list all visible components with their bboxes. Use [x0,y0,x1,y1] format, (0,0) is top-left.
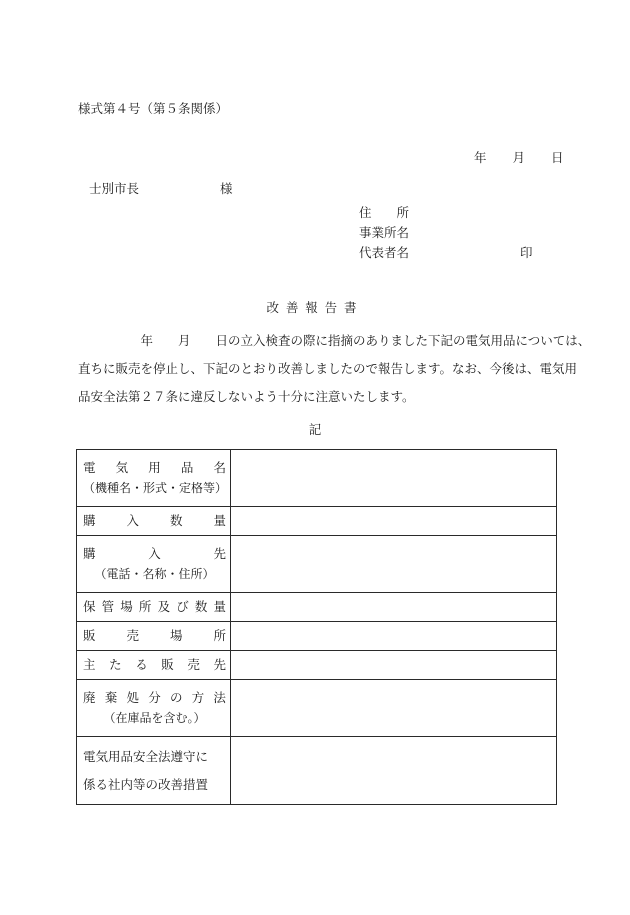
applicant-representative-label: 代表者名 [359,245,410,260]
date-year-label: 年 [474,150,487,165]
row-value-field[interactable] [231,651,557,680]
row-label-line: 電気用品安全法遵守に [83,748,209,764]
document-title: 改善報告書 [266,300,364,315]
row-label-char: た [109,657,122,672]
date-line [474,148,564,166]
row-value-field[interactable] [231,536,557,593]
applicant-address-row [359,203,533,223]
ki-mark: 記 [308,422,322,437]
row-label-char: る [135,657,148,672]
row-label-char: 販 [161,657,174,672]
row-label-cell [77,507,231,536]
row-label-char: 先 [213,546,226,561]
row-label-cell [77,593,231,622]
row-label-char: 名 [213,460,226,475]
row-label [83,511,226,531]
row-label-char: 購 [83,546,96,561]
row-label-cell [77,450,231,507]
row-label-char: 量 [213,599,226,614]
row-label-char: 場 [169,628,183,643]
row-label [83,597,226,617]
row-label-sub: （電話・名称・住所） [94,567,215,581]
row-label-char: 品 [180,460,194,475]
row-label-cell [77,680,231,737]
row-label-char: 所 [138,599,152,614]
row-label-char: 購 [83,513,96,528]
row-label-char: 分 [148,690,161,705]
row-value-field[interactable] [231,450,557,507]
row-label [83,544,226,564]
applicant-representative-row [359,243,533,263]
row-label [83,688,226,708]
row-label-cell [77,651,231,680]
row-label-char: 入 [148,546,161,561]
row-label-char: 管 [101,599,115,614]
table-row [77,622,557,651]
row-label-char: 保 [83,599,96,614]
date-day-label: 日 [551,150,564,165]
row-label-cell [77,536,231,593]
table-row [77,536,557,593]
row-label-char: 主 [83,657,96,672]
body-line-3: 品安全法第２７条に違反しないよう十分に注意いたします。 [78,389,415,404]
body-paragraph [78,327,591,411]
row-label-char: 方 [191,690,205,705]
row-label [83,458,226,478]
row-label-char: の [169,690,183,705]
row-value-field[interactable] [231,622,557,651]
row-label-char: 法 [213,690,226,705]
items-table [76,449,557,805]
row-label-char: 販 [83,628,96,643]
body-line-2: 直ちに販売を停止し、下記のとおり改善しましたので報告します。なお、今後は、電気用 [78,361,578,376]
row-label-line: 係る社内等の改善措置 [83,776,209,792]
row-value-field[interactable] [231,680,557,737]
table-row [77,450,557,507]
applicant-address-label: 住 所 [359,205,410,220]
row-label-char: 処 [126,690,139,705]
row-value-field[interactable] [231,737,557,805]
body-line-1: 年 月 日の立入検査の際に指摘のありました下記の電気用品については、 [78,333,591,348]
row-label-sub: （機種名・形式・定格等） [83,481,228,495]
row-label-char: 及 [157,599,171,614]
applicant-block [359,203,533,263]
table-row [77,680,557,737]
row-label-char: 電 [83,460,96,475]
row-label-cell [77,622,231,651]
row-label [83,655,226,675]
row-label-char: 数 [169,513,183,528]
row-label-char: 売 [187,657,200,672]
row-label-char: 量 [213,513,226,528]
row-label-char: び [176,599,189,614]
row-label-char: 数 [194,599,208,614]
form-number: 様式第４号（第５条関係） [78,101,229,116]
table-row [77,651,557,680]
table-row [77,737,557,805]
row-label-char: 先 [213,657,226,672]
row-label-sub: （在庫品を含む。） [103,711,206,725]
row-value-field[interactable] [231,507,557,536]
applicant-office-label: 事業所名 [359,225,410,240]
seal-mark: 印 [520,245,533,260]
row-label-char: 用 [148,460,161,475]
row-label-char: 廃 [83,690,96,705]
addressee-name: 士別市長 [89,181,140,196]
row-label-char: 売 [126,628,139,643]
row-value-field[interactable] [231,593,557,622]
table-row [77,593,557,622]
applicant-office-row [359,223,533,243]
row-label-char: 場 [120,599,133,614]
row-label-char: 所 [213,628,226,643]
row-label-cell [77,737,231,805]
table-row [77,507,557,536]
row-label-char: 棄 [104,690,118,705]
row-label-char: 入 [126,513,139,528]
addressee-honorific: 様 [220,181,233,196]
row-label-char: 気 [115,460,129,475]
row-label [83,626,226,646]
date-month-label: 月 [512,150,526,165]
